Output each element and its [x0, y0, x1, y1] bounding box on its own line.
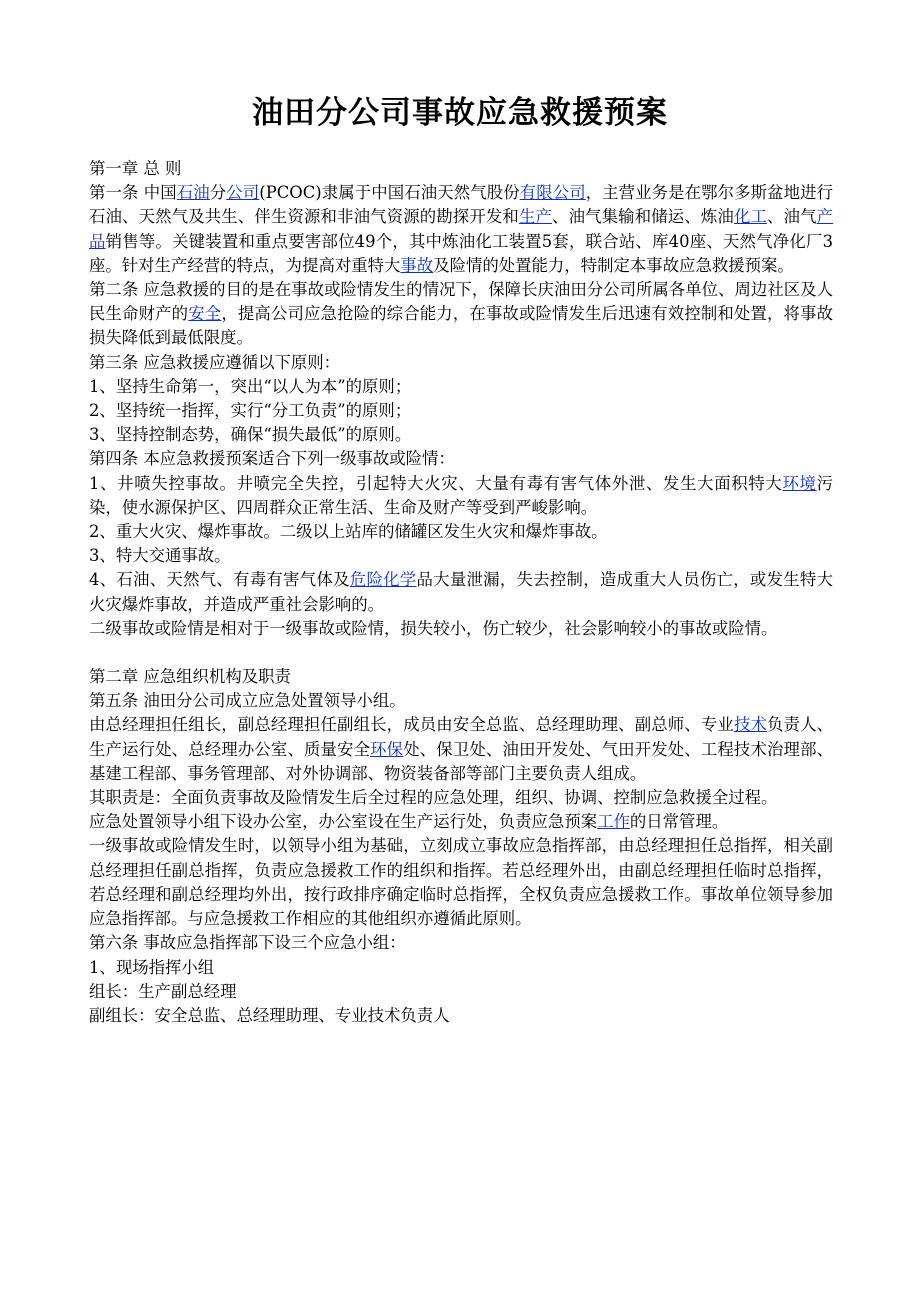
text-run: 1、井喷失控事故。井喷完全失控，引起特大火灾、大量有毒有害气体外泄、发生大面积特大	[89, 473, 783, 493]
text-run: 分	[209, 183, 227, 203]
text-run: 的日常管理。	[629, 812, 729, 832]
text-run: ，提高公司应急抢险的综合能力，在事故或险情发生后迅速有效控制和处置，将事故损失降低到最低限度。	[89, 304, 834, 348]
text-run: (PCOC)隶属于中国石油天然气股份	[259, 183, 520, 203]
article-1	[89, 181, 833, 278]
group-1-deputy: 副组长：安全总监、总经理助理、专业技术负责人	[89, 1005, 450, 1025]
text-run: 销售等。关键装置和重点要害部位49个，其中炼油化工装置5套，联合站、库40座、天然气净化厂3座。针对生产经营的特点，为提高对重特大	[89, 231, 833, 275]
link-youxian-gongsi[interactable]: 有限公司	[519, 183, 586, 203]
link-anquan[interactable]: 安全	[188, 304, 222, 324]
link-gongzuo[interactable]: 工作	[597, 812, 630, 832]
text-run: 、油气	[767, 207, 817, 227]
link-shigu[interactable]: 事故	[400, 255, 434, 275]
link-shiyou[interactable]: 石油	[176, 183, 210, 203]
chapter-2-heading: 第二章 应急组织机构及职责	[89, 667, 291, 687]
event-item-2: 2、重大火灾、爆炸事故。二级以上站库的储罐区发生火灾和爆炸事故。	[89, 522, 608, 542]
text-run: 第二条 应急救援的目的是在事故或险情发生的情况下，保障长庆油田分公司所属各单位、周边社区及人民生命财产的	[89, 280, 833, 324]
article-3: 第三条 应急救援应遵循以下原则：	[89, 352, 341, 372]
principle-item: 1、坚持生命第一，突出“以人为本”的原则；	[89, 376, 412, 396]
event-item-1	[89, 472, 833, 520]
link-weixian-huaxue[interactable]: 危险化学	[349, 570, 417, 590]
text-run: 负责人、生产运行处、总经理办公室、质量安全	[89, 715, 834, 759]
text-run: 第一条 中国	[89, 183, 177, 203]
text-run: ，主营业务是在鄂尔多斯盆地进行石油、天然气及共生、伴生资源和非油气资源的勘探开发和	[89, 183, 834, 227]
group-1-title: 1、现场指挥小组	[89, 957, 215, 977]
office-paragraph	[89, 810, 833, 834]
text-run: 由总经理担任组长，副总经理担任副组长，成员由安全总监、总经理助理、副总师、专业	[89, 715, 734, 735]
link-jishu[interactable]: 技术	[733, 715, 768, 735]
text-run: 污染，使水源保护区、四周群众正常生活、生命及财产等受到严峻影响。	[89, 473, 833, 517]
event-item-3: 3、特大交通事故。	[89, 546, 231, 566]
document-body	[89, 157, 833, 1028]
paragraph-gap	[89, 641, 833, 665]
document-title: 油田分公司事故应急救援预案	[252, 95, 668, 131]
link-huanbao[interactable]: 环保	[370, 739, 404, 759]
text-run: 、油气集输和储运、炼油	[552, 207, 734, 227]
link-gongsi[interactable]: 公司	[226, 183, 260, 203]
link-chanpin[interactable]: 产品	[89, 207, 834, 251]
text-run: 品大量泄漏，失去控制，造成重大人员伤亡，或发生特大火灾爆炸事故，并造成严重社会影响的。	[89, 570, 833, 614]
principle-item: 3、坚持控制态势，确保“损失最低”的原则。	[89, 425, 412, 445]
leaders-paragraph	[89, 713, 833, 786]
level-2-definition: 二级事故或险情是相对于一级事故或险情，损失较小，伤亡较少，社会影响较小的事故或险情。	[89, 618, 778, 638]
text-run: 4、石油、天然气、有毒有害气体及	[89, 570, 350, 590]
text-run: 及险情的处置能力，特制定本事故应急救援预案。	[433, 255, 794, 275]
text-run: 处、保卫处、油田开发处、气田开发处、工程技术治理部、基建工程部、事务管理部、对外协调部、物资装备部等部门主要负责人组成。	[89, 739, 834, 783]
group-1-leader: 组长：生产副总经理	[89, 981, 237, 1001]
link-huagong[interactable]: 化工	[733, 207, 768, 227]
article-5: 第五条 油田分公司成立应急处置领导小组。	[89, 691, 406, 711]
article-2	[89, 278, 833, 351]
article-6: 第六条 事故应急指挥部下设三个应急小组：	[89, 933, 406, 953]
event-item-4	[89, 568, 833, 616]
duty-paragraph: 其职责是：全面负责事故及险情发生后全过程的应急处理，组织、协调、控制应急救援全过程。	[89, 788, 778, 808]
text-run: 应急处置领导小组下设办公室，办公室设在生产运行处，负责应急预案	[89, 812, 598, 832]
command-paragraph: 一级事故或险情发生时，以领导小组为基础，立刻成立事故应急指挥部，由总经理担任总指挥，相关副总经理担任副总指挥，负责应急援救工作的组织和指挥。若总经理外出，由副总经理担任临时总指挥，若总经理和副总经理均外出，按行政排序确定临时总指挥，全权负责应急援救工作。事故单位领导参加应急指挥部。与应急援救工作相应的其他组织亦遵循此原则。	[89, 836, 833, 929]
chapter-1-heading: 第一章 总 则	[89, 159, 182, 178]
principle-item: 2、坚持统一指挥，实行“分工负责”的原则；	[89, 401, 412, 421]
article-4: 第四条 本应急救援预案适合下列一级事故或险情：	[89, 449, 455, 469]
link-huanjing[interactable]: 环境	[782, 473, 817, 493]
link-shengchan[interactable]: 生产	[518, 207, 553, 227]
